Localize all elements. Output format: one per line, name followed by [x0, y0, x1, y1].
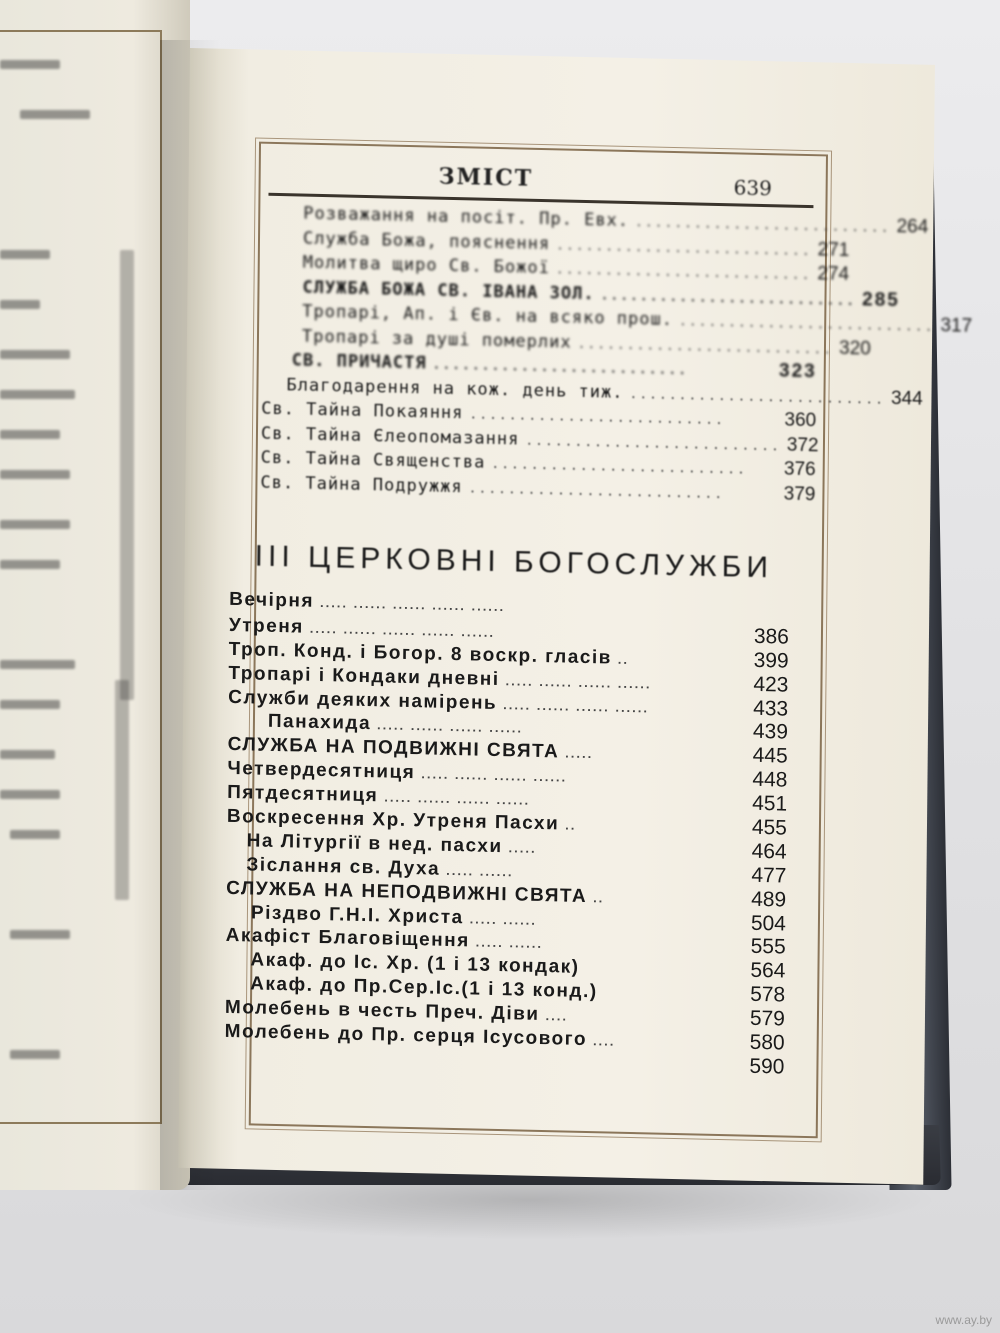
left-text-line [0, 700, 60, 709]
toc-entry-title: Св. Тайна Єлеопомазання [260, 423, 520, 449]
dot-leader: .. [565, 817, 577, 833]
toc-entry-page: 455 [751, 815, 788, 840]
toc-entry-title: Троп. Конд. і Богор. 8 воскр. гласів [228, 638, 612, 669]
dot-leader [586, 973, 745, 977]
toc-entry-title: Молебень в честь Преч. Діви [224, 996, 540, 1026]
left-text-line [10, 1050, 60, 1059]
toc-entry-title: СЛУЖБА НА ПОДВИЖНІ СВЯТА [227, 734, 560, 763]
toc-entry-title: Зіслання св. Духа [246, 854, 441, 880]
dot-leader: .... [545, 1008, 569, 1024]
toc-entry-page: 317 [940, 315, 973, 337]
dot-leader: .......................... [491, 456, 747, 478]
left-page-number-column [115, 680, 129, 900]
toc-entry-page: 564 [750, 959, 786, 983]
toc-entry-page: 320 [839, 337, 871, 359]
toc-entry-title: Утреня [228, 614, 304, 638]
toc-entry-title: Панахида [267, 711, 372, 735]
left-text-line [0, 520, 70, 529]
right-page [178, 48, 973, 1185]
left-text-line [0, 750, 55, 759]
toc-entry-page: 274 [817, 263, 850, 285]
left-text-line [0, 430, 60, 439]
dot-leader: ..... ...... ...... ...... [505, 672, 652, 692]
dot-leader: .......................... [629, 386, 886, 408]
dot-leader: .. [617, 651, 630, 667]
dot-leader: ..... ...... [475, 935, 544, 952]
toc-entry-page: 477 [751, 863, 787, 888]
toc-lower-list [224, 589, 789, 1079]
toc-entry-title: Молитва щиро Св. Божої [302, 252, 551, 279]
toc-entry-title: Розважання на посіт. Пр. Евх. [303, 203, 630, 231]
left-text-line [0, 560, 60, 569]
toc-entry-title: Акафіст Благовіщення [225, 925, 470, 952]
toc-entry-page: 489 [751, 887, 787, 912]
toc-entry-page: 504 [750, 911, 787, 936]
left-text-line [0, 350, 70, 359]
left-text-line [0, 660, 75, 669]
toc-entry-page: 451 [752, 791, 788, 816]
dot-leader: .. [593, 889, 605, 906]
toc-entry-page: 579 [749, 1006, 786, 1031]
dot-leader: ..... ...... ...... ...... [377, 717, 524, 737]
section-heading: III ЦЕРКОВНІ БОГОСЛУЖБИ [254, 539, 774, 585]
dot-leader: .......................... [634, 215, 891, 236]
toc-entry-page: 445 [752, 744, 788, 768]
toc-entry-page: 379 [783, 482, 816, 505]
watermark: www.ay.by [935, 1313, 992, 1327]
dot-leader: .......................... [600, 287, 857, 309]
dot-leader: ..... [565, 745, 594, 762]
dot-leader: .......................... [577, 336, 834, 358]
book-gutter-shadow [160, 40, 220, 1190]
toc-entry-title: Молебень до Пр. серця Ісусового [224, 1020, 588, 1051]
dot-leader: ..... ...... ...... ...... [503, 696, 650, 716]
toc-entry-page: 360 [784, 409, 817, 432]
dot-leader: .......................... [555, 262, 812, 284]
dot-leader: .... [592, 1033, 616, 1049]
left-page-frame [0, 30, 162, 1124]
toc-entry-page: 433 [753, 696, 789, 721]
toc-entry-title: СЛУЖБА БОЖА СВ. ІВАНА ЗОЛ. [302, 277, 595, 304]
left-text-line [0, 390, 75, 399]
toc-entry-page: 423 [753, 672, 789, 697]
toc-entry-title: Акаф. до Пр.Сер.Іс.(1 і 13 конд.) [250, 973, 598, 1003]
dot-leader: ..... ...... [446, 862, 514, 880]
toc-entry-page: 399 [753, 648, 789, 673]
dot-leader: .......................... [678, 314, 935, 335]
toc-entry-title: Тропарі за душі померлих [301, 326, 572, 353]
dot-leader: ..... ...... [469, 910, 538, 928]
left-text-line [0, 250, 50, 259]
left-text-line [20, 110, 90, 119]
toc-entry-title: СВ. ПРИЧАСТЯ [291, 350, 427, 374]
dot-leader: .......................... [432, 357, 689, 379]
toc-entry-title: Св. Тайна Подружжя [260, 472, 463, 497]
toc-entry-page: 376 [783, 458, 816, 481]
left-page-number-column [120, 250, 134, 700]
running-title: ЗМІСТ [438, 163, 534, 192]
dot-leader [604, 998, 745, 1001]
toc-entry-title: Служба Божа, пояснення [302, 228, 551, 254]
toc-entry-page: 372 [786, 434, 819, 456]
left-text-line [0, 470, 70, 479]
dot-leader: ..... [508, 840, 537, 856]
toc-entry-title: Св. Тайна Покаяння [261, 398, 464, 424]
dot-leader: .......................... [525, 433, 781, 454]
toc-entry-title: Пятдесятниця [227, 782, 379, 807]
left-text-line [10, 830, 60, 839]
toc-upper-list [260, 202, 973, 509]
toc-entry-title: Тропарі, Ап. і Єв. на всяко прош. [302, 301, 674, 330]
dot-leader: ..... ...... ...... ...... ...... [309, 620, 496, 640]
dot-leader: .......................... [469, 407, 726, 429]
dot-leader: ..... ...... ...... ...... [384, 789, 531, 808]
dot-leader: .......................... [468, 480, 725, 502]
toc-entry-title: Тропарі і Кондаки дневні [228, 662, 500, 690]
toc-entry-title: Різдво Г.Н.І. Христа [250, 902, 464, 928]
toc-entry-page: 448 [752, 768, 788, 792]
left-text-line [0, 790, 60, 799]
toc-entry-title: Св. Тайна Священства [260, 447, 486, 473]
toc-entry-page: 264 [896, 216, 929, 238]
toc-entry-page: 439 [752, 720, 789, 745]
toc-entry-title: Вечірня [229, 588, 315, 612]
toc-entry-page: 555 [750, 935, 786, 960]
left-text-line [0, 60, 60, 69]
dot-leader: ..... ...... ...... ...... [421, 766, 568, 785]
page-number: 639 [733, 175, 772, 201]
toc-entry-page: 580 [749, 1030, 785, 1055]
toc-entry-page: 590 [749, 1054, 785, 1079]
toc-entry-title: СЛУЖБА НА НЕПОДВИЖНІ СВЯТА [226, 877, 588, 907]
toc-entry-title: Акаф. до Іс. Хр. (1 і 13 кондак) [250, 949, 580, 979]
toc-entry-title: Служби деяких намірень [228, 686, 498, 714]
toc-entry-title: На Літургії в нед. пасхи [246, 830, 503, 858]
left-text-line [0, 300, 40, 309]
left-text-line [10, 930, 70, 939]
toc-entry-title: Четвердесятниця [227, 758, 416, 784]
toc-entry-page: 271 [817, 238, 850, 261]
toc-entry-page: 323 [778, 360, 817, 383]
toc-entry-title: Благодарення на кож. день тиж. [286, 374, 624, 403]
toc-entry-page: 285 [861, 288, 900, 311]
toc-entry-title: Воскресення Хр. Утреня Пасхи [226, 805, 560, 835]
dot-leader: .......................... [556, 237, 812, 259]
toc-entry-page: 386 [753, 624, 790, 649]
toc-entry-page: 344 [890, 387, 923, 410]
toc-entry-page: 578 [750, 983, 786, 1007]
toc-entry-page: 464 [751, 839, 787, 864]
dot-leader: ..... ...... ...... ...... ...... [319, 594, 506, 615]
